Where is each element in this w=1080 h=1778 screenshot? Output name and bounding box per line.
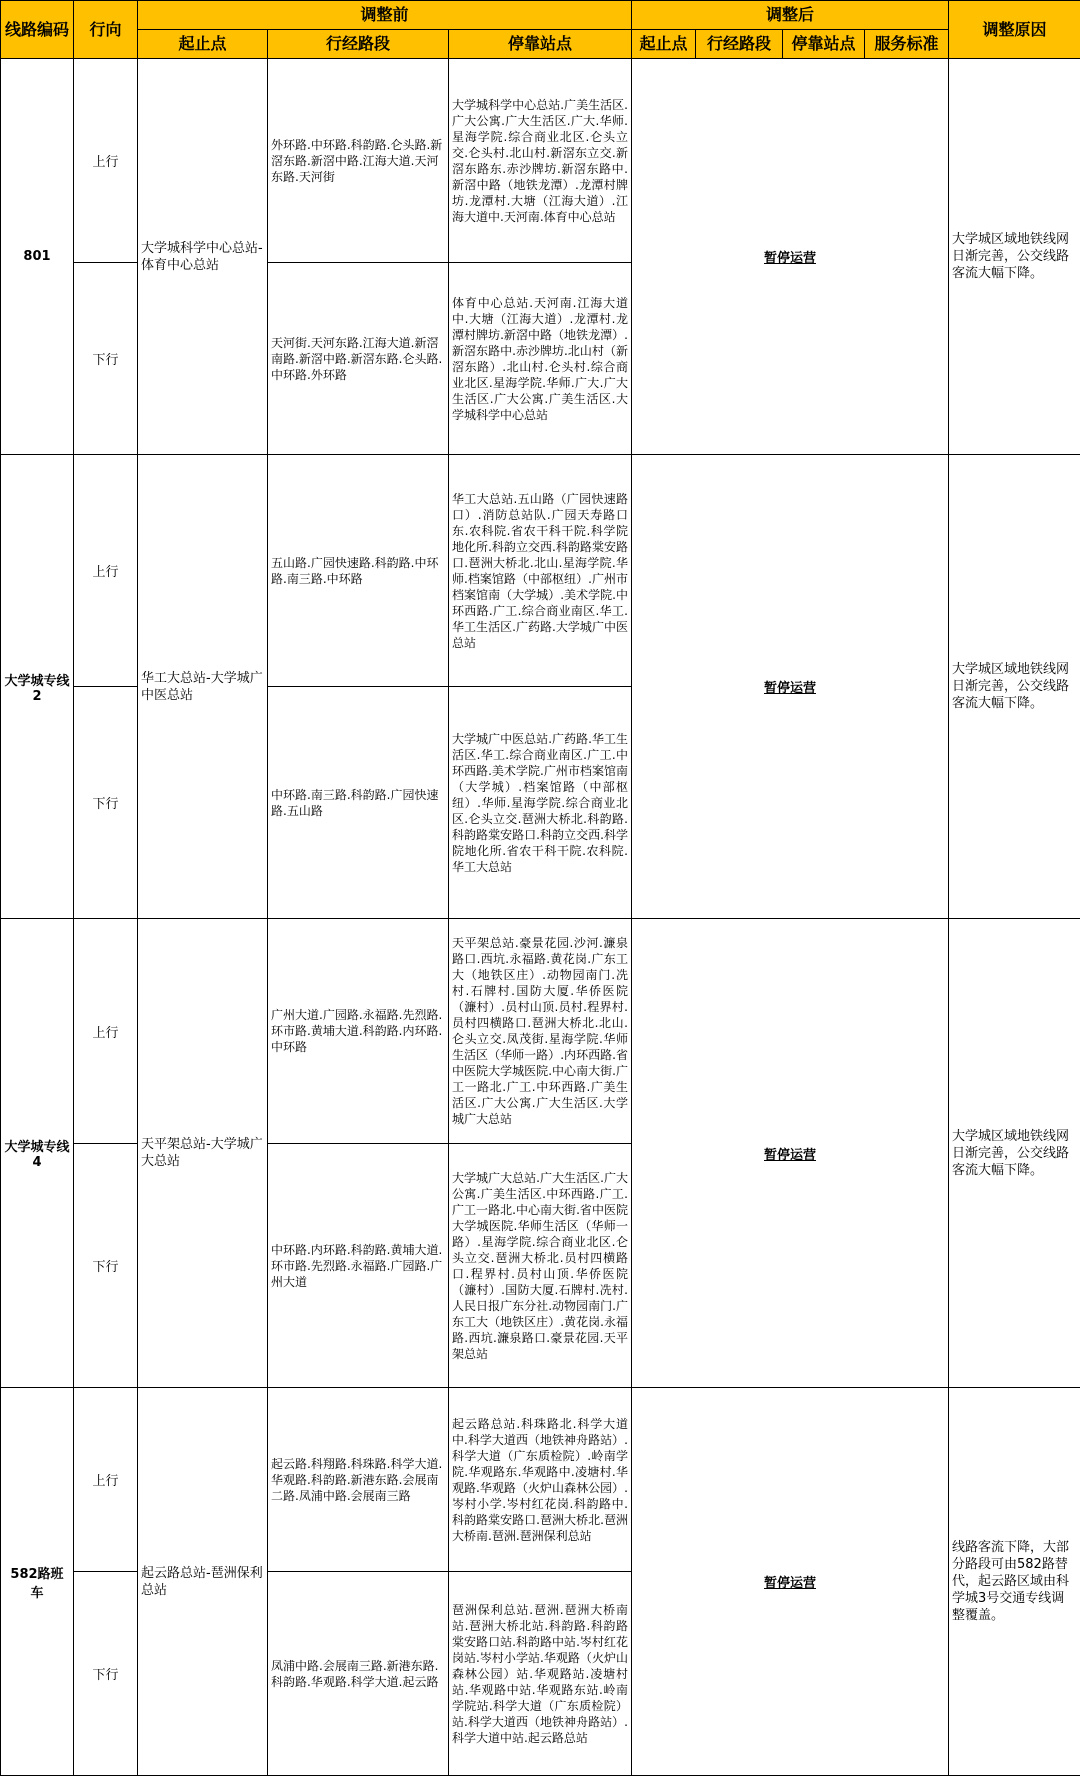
direction-down: 下行 (74, 687, 138, 919)
direction-down: 下行 (74, 1572, 138, 1776)
header-after-stops: 停靠站点 (783, 30, 865, 59)
table-row (1, 59, 1080, 263)
line-code: 582路班车 (1, 1388, 74, 1776)
header-before-stops: 停靠站点 (449, 30, 632, 59)
header-before-ends: 起止点 (138, 30, 268, 59)
header-direction: 行向 (74, 1, 138, 59)
stops-up: 大学城科学中心总站.广美生活区.广大公寓.广大生活区.广大.华师.星海学院.综合商业北区.仑头立交.仑头村.北山村.新滘东立交.新滘东路东.赤沙牌坊.新滘东路中.新滘中路（地铁龙潭）.龙潭村牌坊.龙潭村.大塘（江海大道）.江海大道中.天河南.体育中心总站 (449, 59, 632, 263)
route-down: 天河街.天河东路.江海大道.新滘南路.新滘中路.新滘东路.仑头路.中环路.外环路 (268, 263, 449, 455)
direction-up: 上行 (74, 455, 138, 687)
route-up: 起云路.科翔路.科珠路.科学大道.华观路.科韵路.新港东路.会展南二路.凤浦中路.会展南三路 (268, 1388, 449, 1572)
stops-down: 大学城广中医总站.广药路.华工生活区.华工.综合商业南区.广工.中环西路.美术学院.广州市档案馆南（大学城）.档案馆路（中部枢纽）.华师.星海学院.综合商业北区.仑头立交.琶洲大桥北.科韵路.科韵路棠安路口.科韵立交西.科学院地化所.省农干科干院.农科院.华工大总站 (449, 687, 632, 919)
after-status: 暂停运营 (632, 919, 949, 1388)
header-before-route: 行经路段 (268, 30, 449, 59)
adjust-reason: 大学城区域地铁线网日渐完善，公交线路客流大幅下降。 (949, 919, 1080, 1388)
after-status: 暂停运营 (632, 1388, 949, 1776)
header-before: 调整前 (138, 1, 632, 30)
direction-down: 下行 (74, 263, 138, 455)
table-row (1, 455, 1080, 687)
endpoints: 华工大总站-大学城广中医总站 (138, 455, 268, 919)
route-down: 凤浦中路.会展南三路.新港东路.科韵路.华观路.科学大道.起云路 (268, 1572, 449, 1776)
after-status: 暂停运营 (632, 455, 949, 919)
header-after-service: 服务标准 (865, 30, 949, 59)
line-code: 大学城专线4 (1, 919, 74, 1388)
header-after: 调整后 (632, 1, 949, 30)
header-reason: 调整原因 (949, 1, 1080, 59)
line-code: 801 (1, 59, 74, 455)
endpoints: 天平架总站-大学城广大总站 (138, 919, 268, 1388)
route-down: 中环路.内环路.科韵路.黄埔大道.环市路.先烈路.永福路.广园路.广州大道 (268, 1144, 449, 1388)
after-status: 暂停运营 (632, 59, 949, 455)
direction-down: 下行 (74, 1144, 138, 1388)
adjust-reason: 线路客流下降，大部分路段可由582路替代，起云路区域由科学城3号交通专线调整覆盖。 (949, 1388, 1080, 1776)
stops-down: 大学城广大总站.广大生活区.广大公寓.广美生活区.中环西路.广工.广工一路北.中心南大街.省中医院大学城医院.华师生活区（华师一路）.星海学院.综合商业北区.仑头立交.琶洲大桥北.员村四横路口.程界村.员村山顶.华侨医院（濂村）.国防大厦.石牌村.冼村.人民日报广东分社.动物园南门.广东工大（地铁区庄）.黄花岗.永福路.西坑.濂泉路口.豪景花园.天平架总站 (449, 1144, 632, 1388)
route-up: 五山路.广园快速路.科韵路.中环路.南三路.中环路 (268, 455, 449, 687)
route-down: 中环路.南三路.科韵路.广园快速路.五山路 (268, 687, 449, 919)
endpoints: 起云路总站-琶洲保利总站 (138, 1388, 268, 1776)
table-row (1, 919, 1080, 1144)
header-code: 线路编码 (1, 1, 74, 59)
route-up: 外环路.中环路.科韵路.仑头路.新滘东路.新滘中路.江海大道.天河东路.天河街 (268, 59, 449, 263)
endpoints: 大学城科学中心总站-体育中心总站 (138, 59, 268, 455)
header-after-ends: 起止点 (632, 30, 696, 59)
adjust-reason: 大学城区域地铁线网日渐完善，公交线路客流大幅下降。 (949, 59, 1080, 455)
stops-up: 起云路总站.科珠路北.科学大道中.科学大道西（地铁神舟路站）.科学大道（广东质检院）.岭南学院.华观路东.华观路中.凌塘村.华观路.华观路（火炉山森林公园）.岑村小学.岑村红花岗.科韵路中.科韵路棠安路口.琶洲大桥北.琶洲大桥南.琶洲.琶洲保利总站 (449, 1388, 632, 1572)
direction-up: 上行 (74, 919, 138, 1144)
header-after-route: 行经路段 (696, 30, 783, 59)
stops-up: 天平架总站.豪景花园.沙河.濂泉路口.西坑.永福路.黄花岗.广东工大（地铁区庄）.动物园南门.冼村.石牌村.国防大厦.华侨医院（濂村）.员村山顶.员村.程界村.员村四横路口.琶洲大桥北.北山.仑头立交.凤茂街.星海学院.华师生活区（华师一路）.内环西路.省中医院大学城医院.中心南大街.广工一路北.广工.中环西路.广美生活区.广大公寓.广大生活区.大学城广大总站 (449, 919, 632, 1144)
route-up: 广州大道.广园路.永福路.先烈路.环市路.黄埔大道.科韵路.内环路.中环路 (268, 919, 449, 1144)
direction-up: 上行 (74, 59, 138, 263)
line-code: 大学城专线2 (1, 455, 74, 919)
stops-up: 华工大总站.五山路（广园快速路口）.消防总站队.广园天寿路口东.农科院.省农干科干院.科学院地化所.科韵立交西.科韵路棠安路口.琶洲大桥北.北山.星海学院.华师.档案馆路（中部枢纽）.广州市档案馆南（大学城）.美术学院.中环西路.广工.综合商业南区.华工.华工生活区.广药路.大学城广中医总站 (449, 455, 632, 687)
stops-down: 体育中心总站.天河南.江海大道中.大塘（江海大道）.龙潭村.龙潭村牌坊.新滘中路（地铁龙潭）.新滘东路中.赤沙牌坊.北山村（新滘东路）.北山村.仑头村.综合商业北区.星海学院.华师.广大.广大生活区.广大公寓.广美生活区.大学城科学中心总站 (449, 263, 632, 455)
adjust-reason: 大学城区域地铁线网日渐完善，公交线路客流大幅下降。 (949, 455, 1080, 919)
direction-up: 上行 (74, 1388, 138, 1572)
table-row (1, 1388, 1080, 1572)
stops-down: 琶洲保利总站.琶洲.琶洲大桥南站.琶洲大桥北站.科韵路.科韵路棠安路口站.科韵路中站.岑村红花岗站.岑村小学站.华观路（火炉山森林公园）站.华观路站.凌塘村站.华观路中站.华观路东站.岭南学院站.科学大道（广东质检院）站.科学大道西（地铁神舟路站）.科学大道中站.起云路总站 (449, 1572, 632, 1776)
